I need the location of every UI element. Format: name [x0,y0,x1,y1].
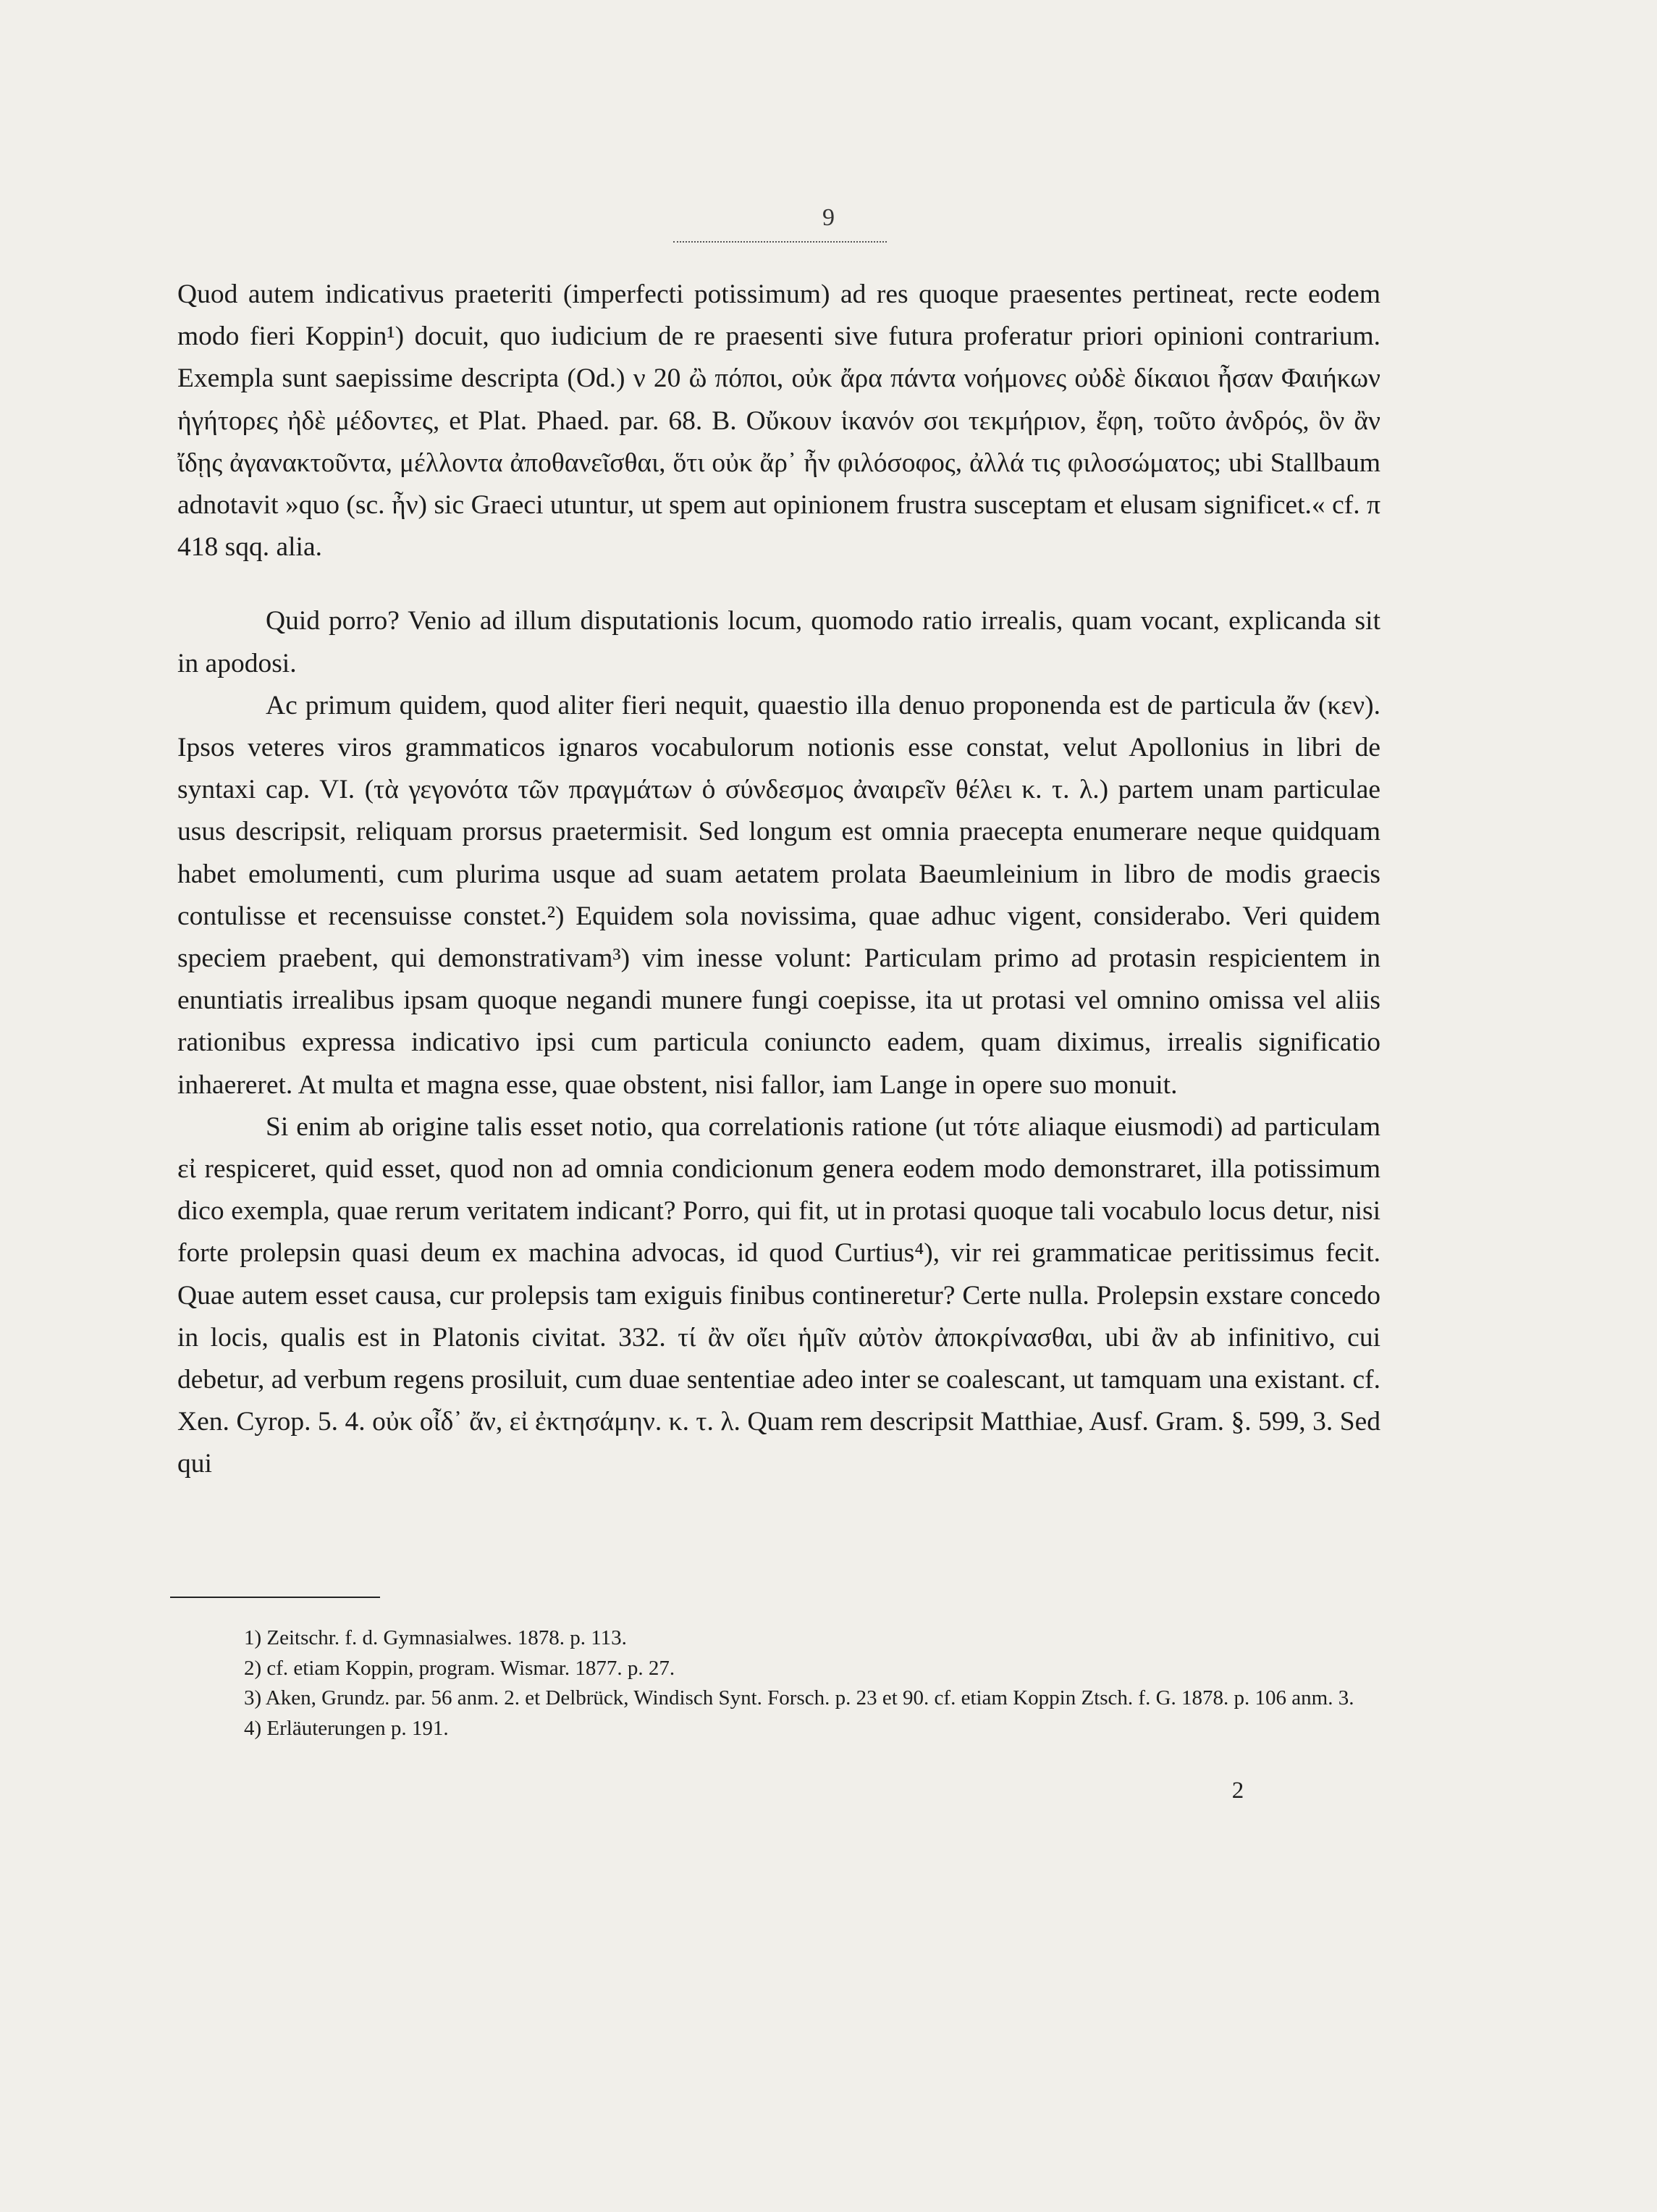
paragraph: Ac primum quidem, quod aliter fieri nequit, quaestio illa denuo proponenda est de particula ἄν (κεν). Ipsos veteres viros grammaticos ignaros vocabulorum notionis esse constat, velut Apollonius in libri de syntaxi cap. VI. (τὰ γεγονότα τῶν πραγμάτων ὁ σύνδεσμος ἀναιρεῖν θέλει κ. τ. λ.) partem unam particulae usus descripsit, reliquam prorsus praetermisit. Sed longum est omnia praecepta enumerare neque quidquam habet emolumenti, cum plurima usque ad suam aetatem prolata Baeumleinium in libro de modis graecis contulisse et recensuisse constet.²) Equidem sola novissima, quae adhuc vigent, considerabo. Veri quidem speciem praebent, qui demonstrativam³) vim inesse volunt: Particulam primo ad protasin respicientem in enuntiatis irrealibus ipsam quoque negandi munere fungi coepisse, ita ut protasi vel omnino omissa vel aliis rationibus expressa indicativo ipsi cum particula coniuncto eadem, quam diximus, irrealis significatio inhaereret. At multa et magna esse, quae obstent, nisi fallor, iam Lange in opere suo monuit. [177,690,1380,1100]
body-text [177,274,1380,1486]
paragraph-spacer [177,568,1380,600]
page-number: 9 [822,204,835,231]
footnote: 4) Erläuterungen p. 191. [244,1716,449,1740]
footnote-rule [170,1597,380,1598]
footnote: 3) Aken, Grundz. par. 56 anm. 2. et Delbrück, Windisch Synt. Forsch. p. 23 et 90. cf. etiam Koppin Ztsch. f. G. 1878. p. 106 anm. 3. [244,1686,1354,1710]
page-number-rule [673,241,887,243]
footnote: 1) Zeitschr. f. d. Gymnasialwes. 1878. p. 113. [244,1626,627,1649]
paragraph: Quid porro? Venio ad illum disputationis locum, quomodo ratio irrealis, quam vocant, explicanda sit in apodosi. [177,606,1380,678]
paragraph: Quod autem indicativus praeteriti (imperfecti potissimum) ad res quoque praesentes pertineat, recte eodem modo fieri Koppin¹) docuit, quo iudicium de re praesenti sive futura proferatur priori opinioni contrarium. Exempla sunt saepissime descripta (Od.) ν 20 ὢ πόποι, οὐκ ἄρα πάντα νοήμονες οὐδὲ δίκαιοι ἦσαν Φαιήκων ἡγήτορες ἠδὲ μέδοντες, et Plat. Phaed. par. 68. B. Οὔκουν ἱκανόν σοι τεκμήριον, ἔφη, τοῦτο ἀνδρός, ὃν ἂν ἴδῃς ἀγανακτοῦντα, μέλλοντα ἀποθανεῖσθαι, ὅτι οὐκ ἄρ᾿ ἦν φιλόσοφος, ἀλλά τις φιλοσώματος; ubi Stallbaum adnotavit »quo (sc. ἦν) sic Graeci utuntur, ut spem aut opinionem frustra susceptam et elusam significet.« cf. π 418 sqq. alia. [177,279,1380,563]
paragraph: Si enim ab origine talis esset notio, qua correlationis ratione (ut τότε aliaque eiusmodi) ad particulam εἰ respiceret, quid esset, quod non ad omnia condicionum genera eodem modo demonstraret, illa potissimum dico exempla, quae rerum veritatem indicant? Porro, qui fit, ut in protasi quoque tali vocabulo locus detur, nisi forte prolepsin quasi deum ex machina advocas, id quod Curtius⁴), vir rei grammaticae peritissimus fecit. Quae autem esset causa, cur prolepsis tam exiguis finibus contineretur? Certe nulla. Prolepsin exstare concedo in locis, qualis est in Platonis civitat. 332. τί ἂν οἴει ἡμῖν αὐτὸν ἀποκρίνασθαι, ubi ἂν ab infinitivo, cui debetur, ad verbum regens prosiluit, cum duae sententiae adeo inter se coalescant, ut tamquam una existant. cf. Xen. Cyrop. 5. 4. οὐκ οἶδ᾿ ἄν, εἰ ἐκτησάμην. κ. τ. λ. Quam rem descripsit Matthiae, Ausf. Gram. §. 599, 3. Sed qui [177,1111,1380,1479]
signature-mark: 2 [1231,1778,1244,1804]
footnote: 2) cf. etiam Koppin, program. Wismar. 1877. p. 27. [244,1656,675,1680]
footnotes [170,1623,1380,1744]
